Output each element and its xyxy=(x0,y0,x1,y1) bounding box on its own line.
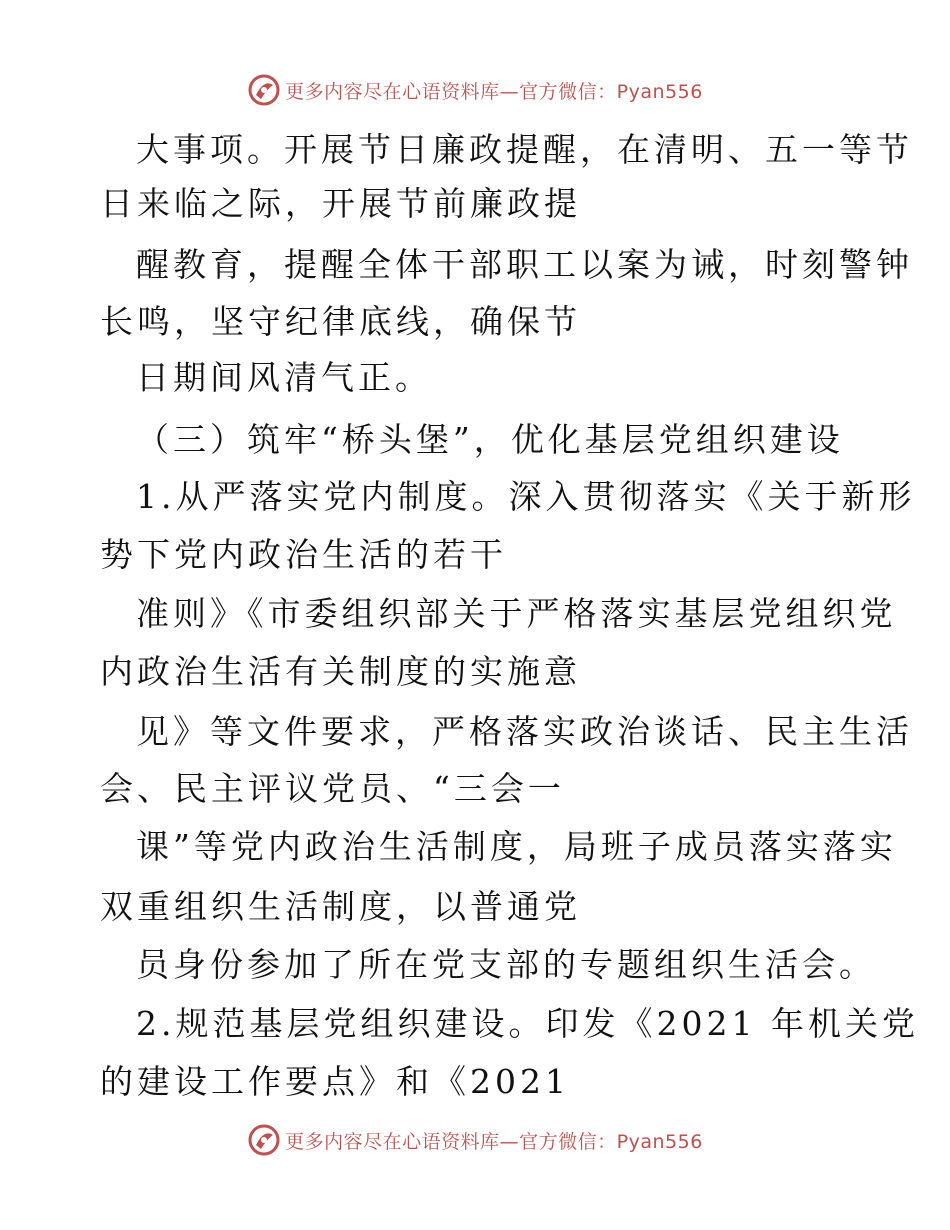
section-heading: （三）筑牢“桥头堡”，优化基层党组织建设 xyxy=(136,420,844,459)
body-line: 大事项。开展节日廉政提醒，在清明、五一等节 xyxy=(136,130,913,169)
body-line: 准则》《市委组织部关于严格落实基层党组织党 xyxy=(136,594,897,633)
body-line: 课”等党内政治生活制度，局班子成员落实落实 xyxy=(136,827,897,866)
footer-banner xyxy=(0,1120,950,1160)
body-line: 2.规范基层党组织建设。印发《2021 年机关党 xyxy=(136,1004,919,1043)
header-banner xyxy=(0,70,950,110)
body-line: 内政治生活有关制度的实施意 xyxy=(100,652,581,691)
footer-banner-text: 更多内容尽在心语资料库—官方微信：Pyan556 xyxy=(285,1130,703,1153)
body-line: 势下党内政治生活的若干 xyxy=(100,535,507,574)
body-line: 会、民主评议党员、“三会一 xyxy=(100,769,565,808)
body-line: 日期间风清气正。 xyxy=(136,358,432,397)
body-line: 的建设工作要点》和《2021 xyxy=(100,1062,570,1101)
red-swirl-logo-icon xyxy=(247,73,281,107)
body-line: 日来临之际，开展节前廉政提 xyxy=(100,184,581,223)
body-line: 员身份参加了所在党支部的专题组织生活会。 xyxy=(136,945,876,984)
header-banner-text: 更多内容尽在心语资料库—官方微信：Pyan556 xyxy=(285,80,703,103)
body-line: 长鸣，坚守纪律底线，确保节 xyxy=(100,302,581,341)
red-swirl-logo-icon xyxy=(247,1123,281,1157)
body-line: 双重组织生活制度，以普通党 xyxy=(100,887,581,926)
body-line: 见》等文件要求，严格落实政治谈话、民主生活 xyxy=(136,712,913,751)
body-line: 1.从严落实党内制度。深入贯彻落实《关于新形 xyxy=(136,477,916,516)
body-line: 醒教育，提醒全体干部职工以案为诫，时刻警钟 xyxy=(136,245,913,284)
